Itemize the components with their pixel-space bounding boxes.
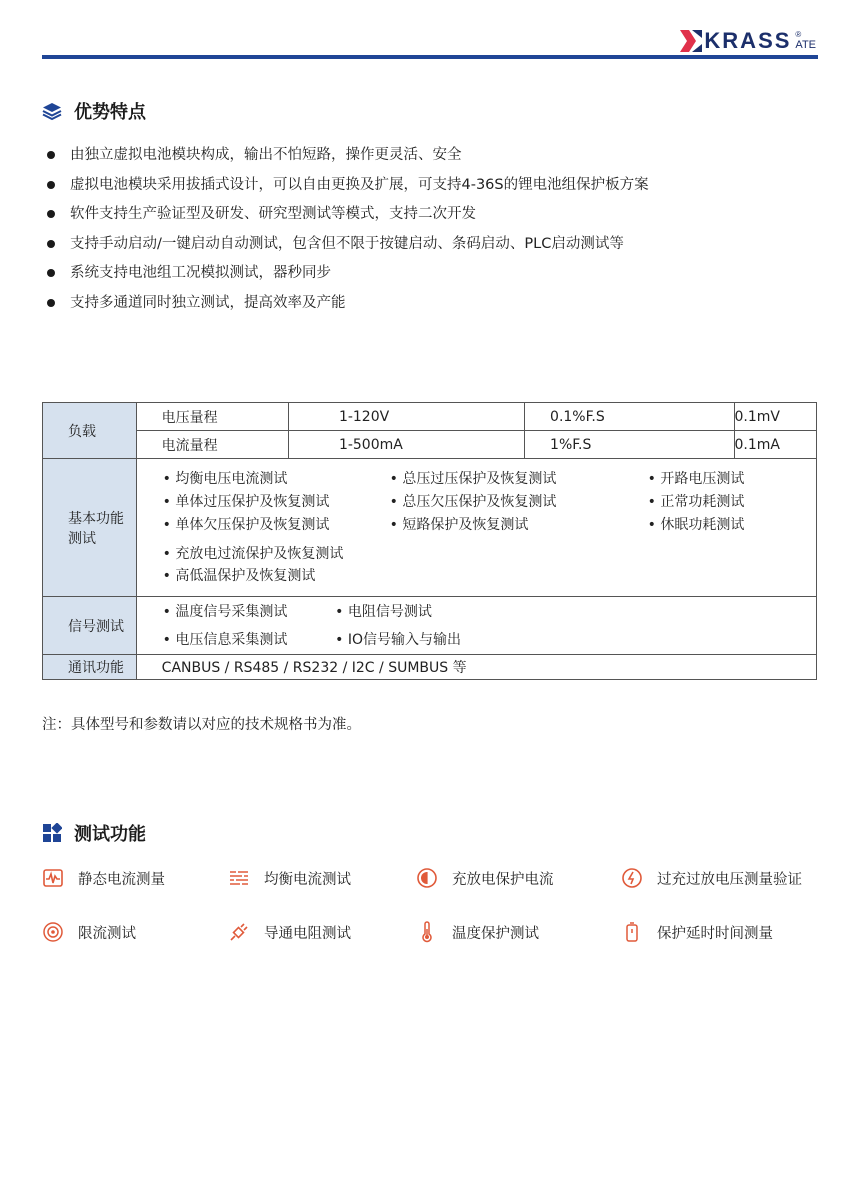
list-item [42, 260, 649, 290]
bullet-dot [47, 299, 55, 307]
logo-sub [795, 30, 816, 52]
test-function-label: 保护延时时间测量 [657, 925, 773, 942]
test-function-item [42, 867, 228, 889]
signal-item: • 电压信息采集测试 [162, 631, 288, 648]
advantages-title: 优势特点 [74, 102, 146, 123]
test-function-label: 过充过放电压测量验证 [657, 871, 802, 888]
bullet-dot [47, 269, 55, 277]
table-row [43, 597, 817, 655]
function-item: • 均衡电压电流测试 [162, 471, 288, 487]
signal-test-label: 信号测试 [43, 597, 137, 655]
function-item: • 充放电过流保护及恢复测试 [162, 546, 344, 562]
list-item [42, 201, 649, 231]
list-item-text: 软件支持生产验证型及研发、研究型测试等模式，支持二次开发 [70, 206, 476, 223]
thermometer-icon [416, 921, 438, 943]
lightning-icon [621, 867, 643, 889]
signal-item: • IO信号输入与输出 [335, 631, 461, 648]
signal-row [137, 626, 816, 654]
krass-logo-icon [680, 30, 702, 52]
table-row [43, 655, 817, 680]
test-function-item [416, 867, 621, 889]
test-functions-grid [42, 867, 832, 943]
table-cell: 电压量程 [136, 403, 288, 431]
target-icon [42, 921, 64, 943]
signal-item: • 电阻信号测试 [335, 603, 432, 620]
signal-item: • 温度信号采集测试 [162, 603, 288, 620]
bullet-dot [47, 240, 55, 248]
test-function-item [42, 921, 228, 943]
blocks-icon [42, 823, 62, 843]
registered-mark: ® [795, 30, 802, 39]
table-cell: 0.1%F.S [525, 403, 734, 431]
test-function-label: 静态电流测量 [78, 871, 165, 888]
balance-lines-icon [228, 867, 250, 889]
table-row [43, 403, 817, 431]
plug-icon [228, 921, 250, 943]
bullet-dot [47, 210, 55, 218]
table-row [43, 459, 817, 597]
header-rule [42, 55, 818, 59]
test-function-item [621, 921, 831, 943]
list-item-text: 由独立虚拟电池模块构成，输出不怕短路，操作更灵活、安全 [70, 147, 462, 163]
list-item [42, 290, 649, 320]
test-function-item [416, 921, 621, 943]
layers-icon [42, 101, 62, 121]
basic-function-cell [136, 459, 816, 597]
brand-logo [680, 28, 816, 52]
function-item: • 高低温保护及恢复测试 [162, 568, 316, 584]
function-item: • 开路电压测试 [647, 471, 745, 487]
list-item-text: 系统支持电池组工况模拟测试，器秒同步 [70, 265, 331, 282]
test-functions-heading [42, 820, 146, 846]
list-item [42, 142, 649, 172]
function-item: • 休眠功耗测试 [647, 517, 745, 533]
table-cell: 1-120V [288, 403, 524, 431]
test-functions-title: 测试功能 [74, 824, 146, 845]
spec-table [42, 402, 817, 680]
function-item: • 正常功耗测试 [647, 494, 745, 510]
table-cell: 0.1mA [734, 431, 816, 459]
test-function-label: 充放电保护电流 [452, 871, 554, 888]
comm-value: CANBUS / RS485 / RS232 / I2C / SUMBUS 等 [136, 655, 816, 680]
list-item-text: 虚拟电池模块采用拔插式设计，可以自由更换及扩展，可支持4-36S的锂电池组保护板方案 [70, 176, 649, 193]
basic-function-label: 基本功能测试 [43, 459, 137, 597]
list-item-text: 支持手动启动/一键启动自动测试，包含但不限于按键启动、条码启动、PLC启动测试等 [70, 235, 624, 252]
basic-function-extra [137, 543, 816, 595]
signal-test-cell [136, 597, 816, 655]
timer-icon [621, 921, 643, 943]
test-function-item [228, 867, 416, 889]
table-cell: 电流量程 [136, 431, 288, 459]
list-item [42, 172, 649, 202]
table-row [43, 431, 817, 459]
logo-text: KRASS [704, 28, 792, 53]
charge-discharge-icon [416, 867, 438, 889]
spec-note: 注：具体型号和参数请以对应的技术规格书为准。 [42, 717, 361, 733]
function-item: • 总压欠压保护及恢复测试 [389, 494, 557, 510]
waveform-icon [42, 867, 64, 889]
function-item: • 单体过压保护及恢复测试 [162, 494, 330, 510]
test-function-label: 温度保护测试 [452, 925, 539, 942]
list-item [42, 231, 649, 261]
signal-row [137, 598, 816, 626]
basic-function-grid [137, 460, 816, 543]
advantages-list [42, 142, 649, 320]
list-item-text: 支持多通道同时独立测试，提高效率及产能 [70, 294, 346, 311]
bullet-dot [47, 151, 55, 159]
advantages-heading [42, 98, 146, 124]
test-function-item [621, 867, 831, 889]
table-cell: 1-500mA [288, 431, 524, 459]
bullet-dot [47, 181, 55, 189]
test-function-item [228, 921, 416, 943]
test-function-label: 导通电阻测试 [264, 925, 351, 942]
comm-label: 通讯功能 [43, 655, 137, 680]
table-cell: 1%F.S [525, 431, 734, 459]
table-cell: 0.1mV [734, 403, 816, 431]
logo-sub-text: ATE [795, 39, 816, 51]
function-item: • 单体欠压保护及恢复测试 [162, 517, 330, 533]
function-item: • 短路保护及恢复测试 [389, 517, 529, 533]
function-item: • 总压过压保护及恢复测试 [389, 471, 557, 487]
test-function-label: 限流测试 [78, 925, 136, 942]
test-function-label: 均衡电流测试 [264, 871, 351, 888]
load-label: 负载 [43, 403, 137, 459]
